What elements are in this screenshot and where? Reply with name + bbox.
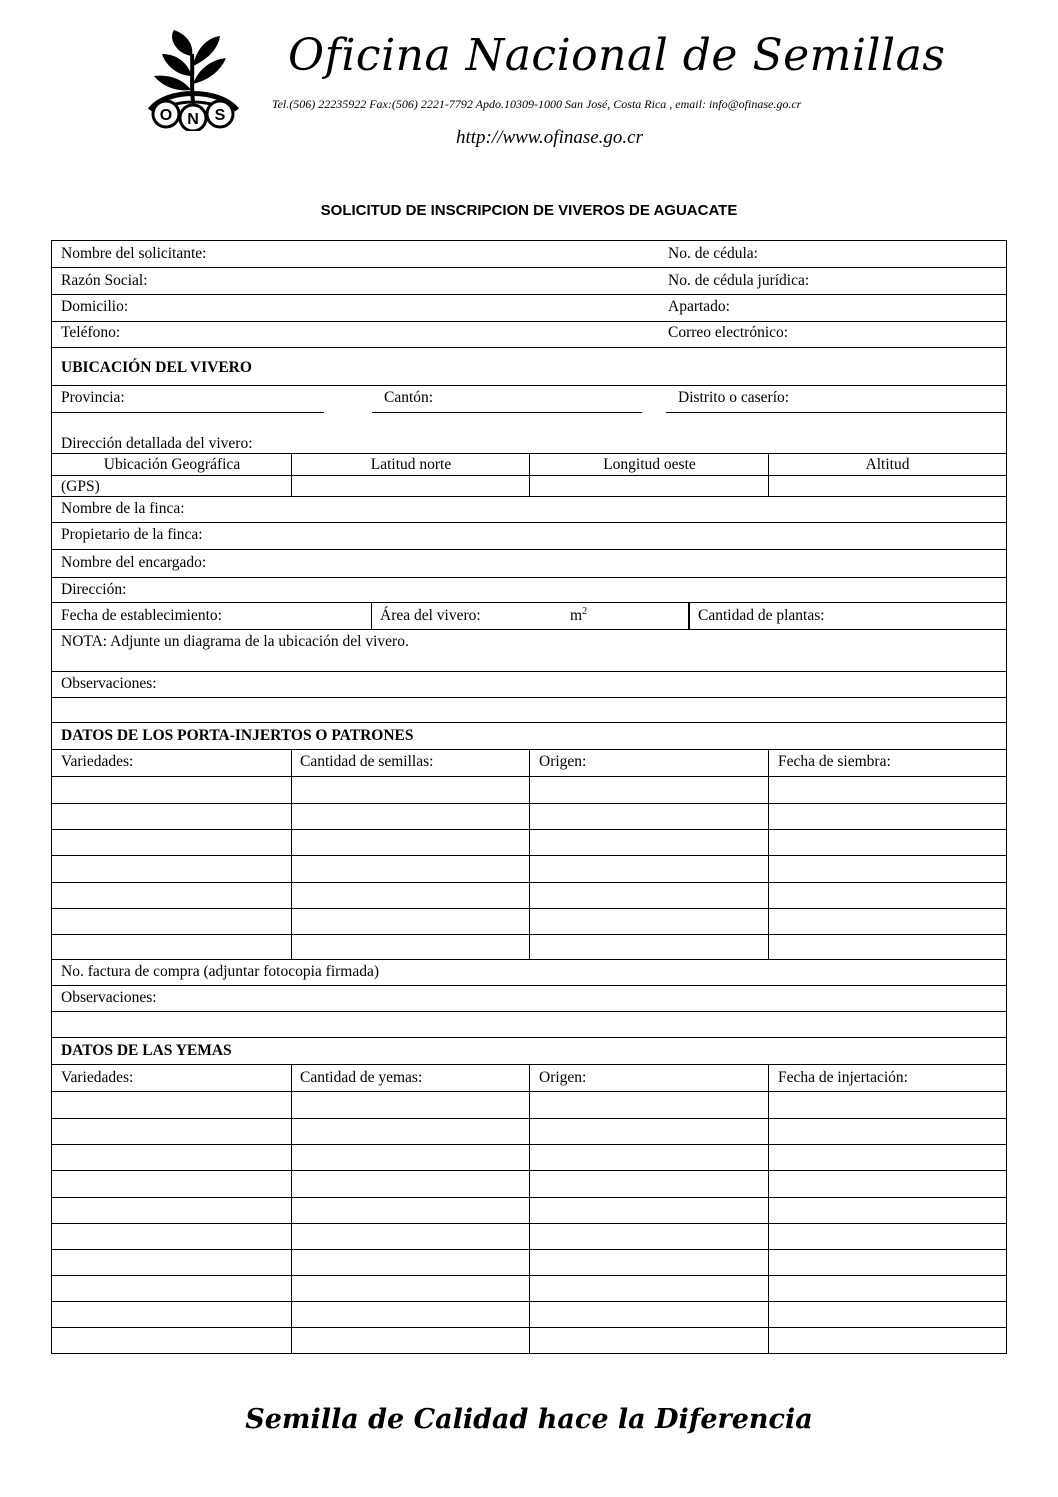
detailed-address-row[interactable] [52, 413, 1006, 454]
column-divider [291, 1092, 292, 1353]
province-row[interactable] [52, 386, 1006, 413]
manager-label: Nombre del encargado: [61, 554, 207, 571]
rootstock-origin-cell [530, 750, 769, 776]
office-title: Oficina Nacional de Semillas [288, 30, 946, 81]
footer-slogan: Semilla de Calidad hace la Diferencia [245, 1404, 813, 1435]
seedling-icon [146, 26, 241, 131]
gps-sub-label: (GPS) [61, 478, 100, 495]
farm-owner-label: Propietario de la finca: [61, 526, 203, 543]
longitude-header: Longitud oeste [603, 456, 696, 473]
plants-divider [688, 603, 690, 629]
rootstock-observations-blank-row[interactable] [52, 1012, 1006, 1038]
bud-origin-cell [530, 1065, 769, 1091]
direction-row[interactable] [52, 578, 1006, 603]
province-label: Provincia: [61, 389, 125, 406]
bud-origin-header: Origen: [539, 1069, 587, 1086]
rootstock-seeds-header: Cantidad de semillas: [300, 753, 434, 770]
bud-quantity-cell [292, 1065, 530, 1091]
area-unit-exponent: 2 [582, 605, 588, 617]
canton-label: Cantón: [384, 389, 434, 406]
direction-label: Dirección: [61, 581, 127, 598]
address-label: Domicilio: [61, 298, 129, 315]
location-heading: UBICACIÓN DEL VIVERO [61, 359, 252, 376]
phone-row[interactable] [52, 322, 1006, 348]
location-heading-row [52, 348, 1006, 386]
form-title: SOLICITUD DE INSCRIPCION DE VIVEROS DE AGUACATE [320, 202, 738, 219]
manager-row[interactable] [52, 550, 1006, 578]
column-divider [291, 777, 292, 960]
rootstock-varieties-header: Variedades: [61, 753, 134, 770]
contact-line: Tel.(506) 22235922 Fax:(506) 2221-7792 Apdo.10309-1000 San José, Costa Rica , email: info@ofinase.go.cr [272, 97, 802, 111]
longitude-value-cell[interactable] [530, 476, 769, 496]
bud-quantity-header: Cantidad de yemas: [300, 1069, 423, 1086]
applicant-name-row[interactable] [52, 241, 1006, 268]
invoice-row[interactable] [52, 960, 1006, 986]
bud-varieties-cell [52, 1065, 292, 1091]
website-link[interactable]: http://www.ofinase.go.cr [456, 127, 644, 148]
note-text: NOTA: Adjunte un diagrama de la ubicación del vivero. [61, 633, 409, 650]
legal-id-label: No. de cédula jurídica: [668, 272, 810, 289]
company-name-label: Razón Social: [61, 272, 148, 289]
latitude-header-cell [292, 454, 530, 475]
latitude-header: Latitud norte [370, 456, 452, 473]
farm-owner-row[interactable] [52, 523, 1006, 550]
farm-name-row[interactable] [52, 497, 1006, 523]
gps-header-row [52, 454, 1006, 476]
buds-header-row [52, 1065, 1006, 1092]
latitude-value-cell[interactable] [292, 476, 530, 496]
phone-label: Teléfono: [61, 324, 121, 341]
applicant-name-label: Nombre del solicitante: [61, 245, 207, 262]
gps-values-row[interactable] [52, 476, 1006, 497]
id-number-label: No. de cédula: [668, 245, 758, 262]
farm-name-label: Nombre de la finca: [61, 500, 185, 517]
invoice-label: No. factura de compra (adjuntar fotocopia firmada) [61, 963, 380, 980]
observations-label: Observaciones: [61, 675, 157, 692]
rootstocks-heading: DATOS DE LOS PORTA-INJERTOS O PATRONES [61, 727, 414, 744]
company-name-row[interactable] [52, 268, 1006, 295]
gps-label-cell-2 [52, 476, 292, 496]
email-label: Correo electrónico: [668, 324, 789, 341]
plant-count-label: Cantidad de plantas: [698, 607, 825, 624]
logo-letter-o: O [159, 107, 173, 124]
detailed-address-label: Dirección detallada del vivero: [61, 435, 253, 452]
column-divider [529, 777, 530, 960]
rootstock-sowing-date-header: Fecha de siembra: [778, 753, 891, 770]
observations-row[interactable] [52, 672, 1006, 698]
establishment-row[interactable] [52, 603, 1006, 630]
bud-grafting-date-header: Fecha de injertación: [778, 1069, 908, 1086]
observations-blank-row[interactable] [52, 698, 1006, 723]
longitude-header-cell [530, 454, 769, 475]
establishment-date-label: Fecha de establecimiento: [61, 607, 222, 624]
logo-letter-n: N [187, 111, 199, 128]
ons-logo [146, 26, 241, 131]
buds-grid[interactable] [52, 1092, 1006, 1353]
rootstock-observations-label: Observaciones: [61, 989, 157, 1006]
bud-varieties-header: Variedades: [61, 1069, 134, 1086]
po-box-label: Apartado: [668, 298, 730, 315]
establishment-divider [371, 603, 372, 629]
buds-heading-row [52, 1038, 1006, 1065]
district-label: Distrito o caserío: [678, 389, 790, 406]
column-divider [529, 1092, 530, 1353]
rootstocks-header-row [52, 750, 1006, 777]
rootstock-observations-row[interactable] [52, 986, 1006, 1012]
note-row [52, 630, 1006, 672]
column-divider [768, 777, 769, 960]
area-unit: $m^2$ [570, 605, 588, 624]
rootstock-varieties-cell [52, 750, 292, 776]
nursery-area-label: Área del vivero: [380, 607, 481, 624]
rootstocks-grid[interactable] [52, 777, 1006, 960]
rootstock-origin-header: Origen: [539, 753, 587, 770]
rootstocks-heading-row [52, 723, 1006, 750]
logo-letter-s: S [214, 107, 226, 124]
address-row[interactable] [52, 295, 1006, 322]
buds-heading: DATOS DE LAS YEMAS [61, 1042, 232, 1059]
gps-label: Ubicación Geográfica [103, 456, 241, 473]
rootstock-seeds-cell [292, 750, 530, 776]
gps-label-cell [52, 454, 292, 475]
altitude-header: Altitud [865, 456, 910, 473]
application-form [51, 240, 1007, 1354]
column-divider [768, 1092, 769, 1353]
